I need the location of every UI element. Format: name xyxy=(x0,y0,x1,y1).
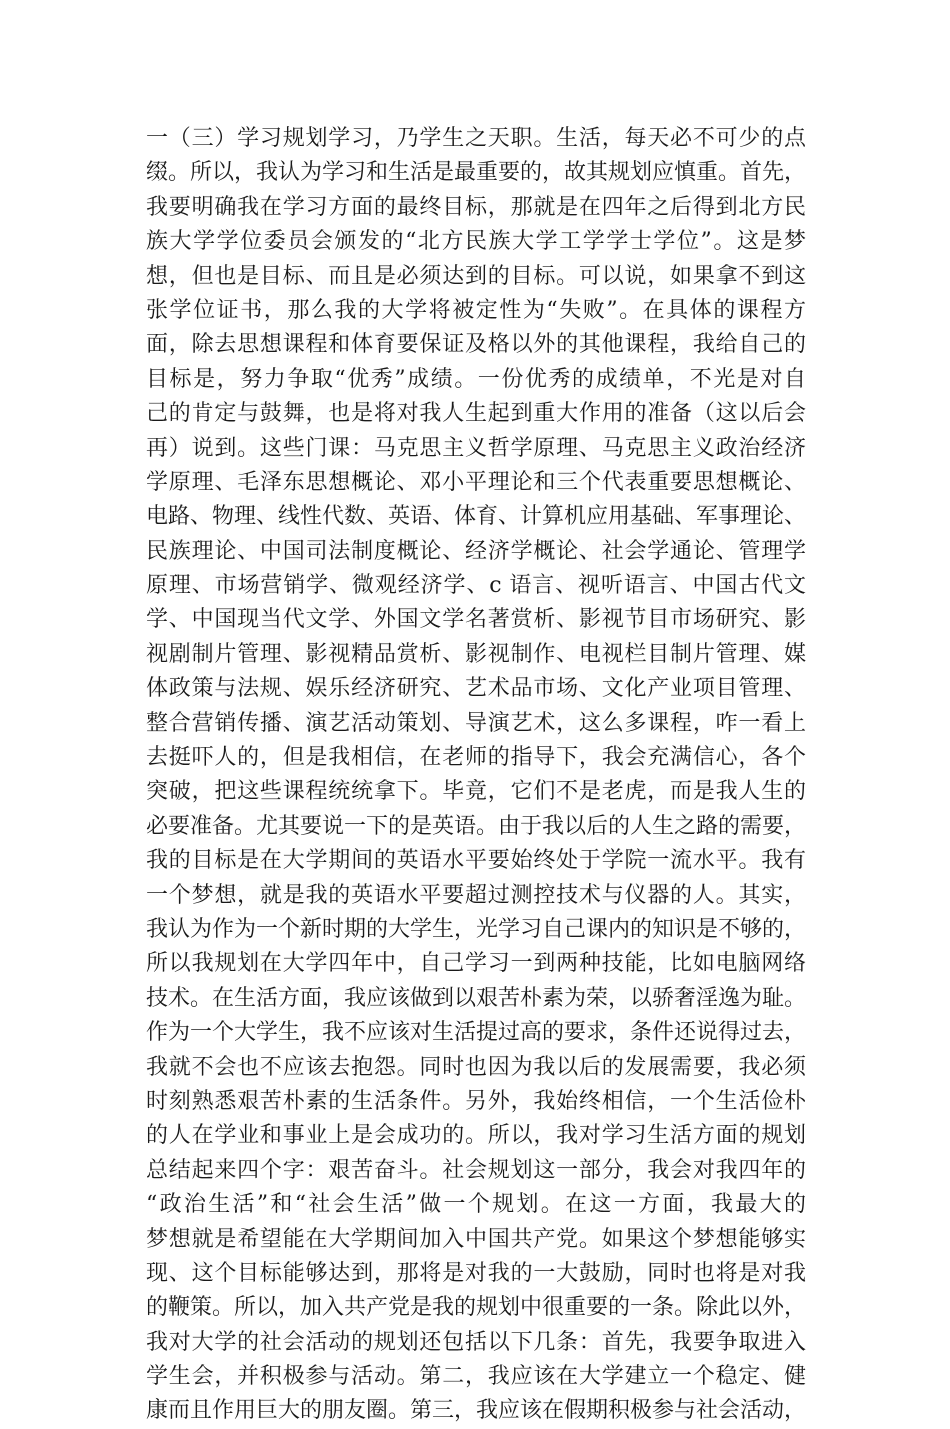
text-line: 的人在学业和事业上是会成功的。所以，我对学习生活方面的规划 xyxy=(146,1123,806,1149)
text-line: 必要准备。尤其要说一下的是英语。由于我以后的人生之路的需要， xyxy=(146,813,807,839)
text-line: 张学位证书，那么我的大学将被定性为“失败”。在具体的课程方 xyxy=(146,297,806,323)
text-line: 整合营销传播、演艺活动策划、导演艺术，这么多课程，咋一看上 xyxy=(146,710,806,736)
text-line: 民族理论、中国司法制度概论、经济学概论、社会学通论、管理学 xyxy=(146,538,806,564)
text-line: 学、中国现当代文学、外国文学名著赏析、影视节目市场研究、影 xyxy=(146,607,806,633)
text-line: 总结起来四个字：艰苦奋斗。社会规划这一部分，我会对我四年的 xyxy=(146,1157,806,1183)
text-line: 技术。在生活方面，我应该做到以艰苦朴素为荣，以骄奢淫逸为耻。 xyxy=(146,985,807,1011)
text-line: 我对大学的社会活动的规划还包括以下几条：首先，我要争取进入 xyxy=(146,1329,806,1355)
text-line: 面，除去思想课程和体育要保证及格以外的其他课程，我给自己的 xyxy=(146,332,806,358)
text-line: 缀。所以，我认为学习和生活是最重要的，故其规划应慎重。首先， xyxy=(146,160,807,186)
text-line: 原理、市场营销学、微观经济学、c 语言、视听语言、中国古代文 xyxy=(146,573,806,599)
text-line: 梦想就是希望能在大学期间加入中国共产党。如果这个梦想能够实 xyxy=(146,1226,806,1252)
text-line: 现、这个目标能够达到，那将是对我的一大鼓励，同时也将是对我 xyxy=(146,1260,806,1286)
text-line: 一（三）学习规划学习，乃学生之天职。生活，每天必不可少的点 xyxy=(146,126,806,151)
text-line: 再）说到。这些门课：马克思主义哲学原理、马克思主义政治经济 xyxy=(146,435,806,461)
text-line: 体政策与法规、娱乐经济研究、艺术品市场、文化产业项目管理、 xyxy=(146,676,806,702)
text-line: 我认为作为一个新时期的大学生，光学习自己课内的知识是不够的， xyxy=(146,916,807,942)
text-line: 电路、物理、线性代数、英语、体育、计算机应用基础、军事理论、 xyxy=(146,504,807,530)
text-line: 我就不会也不应该去抱怨。同时也因为我以后的发展需要，我必须 xyxy=(146,1054,806,1080)
text-line: 我的目标是在大学期间的英语水平要始终处于学院一流水平。我有 xyxy=(146,848,806,874)
text-line: 去挺吓人的，但是我相信，在老师的指导下，我会充满信心，各个 xyxy=(146,745,806,771)
text-line: 想，但也是目标、而且是必须达到的目标。可以说，如果拿不到这 xyxy=(146,263,806,289)
text-line: 康而且作用巨大的朋友圈。第三，我应该在假期积极参与社会活动， xyxy=(146,1398,807,1424)
text-line: 时刻熟悉艰苦朴素的生活条件。另外，我始终相信，一个生活俭朴 xyxy=(146,1088,806,1114)
text-line: 所以我规划在大学四年中，自己学习一到两种技能，比如电脑网络 xyxy=(146,951,806,977)
text-line: 学原理、毛泽东思想概论、邓小平理论和三个代表重要思想概论、 xyxy=(146,469,806,495)
text-line: 突破，把这些课程统统拿下。毕竟，它们不是老虎，而是我人生的 xyxy=(146,779,806,805)
text-line: “政治生活”和“社会生活”做一个规划。在这一方面，我最大的 xyxy=(146,1192,806,1218)
text-line: 作为一个大学生，我不应该对生活提过高的要求，条件还说得过去， xyxy=(146,1020,807,1046)
body-paragraph xyxy=(146,122,806,1429)
text-line: 学生会，并积极参与活动。第二，我应该在大学建立一个稳定、健 xyxy=(146,1364,806,1390)
text-line: 己的肯定与鼓舞，也是将对我人生起到重大作用的准备（这以后会 xyxy=(146,401,806,427)
text-line: 目标是，努力争取“优秀”成绩。一份优秀的成绩单，不光是对自 xyxy=(146,366,806,392)
text-line: 视剧制片管理、影视精品赏析、影视制作、电视栏目制片管理、媒 xyxy=(146,641,806,667)
text-line: 族大学学位委员会颁发的“北方民族大学工学学士学位”。这是梦 xyxy=(146,229,806,255)
text-line: 的鞭策。所以，加入共产党是我的规划中很重要的一条。除此以外， xyxy=(146,1295,807,1321)
text-line: 我要明确我在学习方面的最终目标，那就是在四年之后得到北方民 xyxy=(146,194,806,220)
text-line: 一个梦想，就是我的英语水平要超过测控技术与仪器的人。其实， xyxy=(146,882,806,908)
